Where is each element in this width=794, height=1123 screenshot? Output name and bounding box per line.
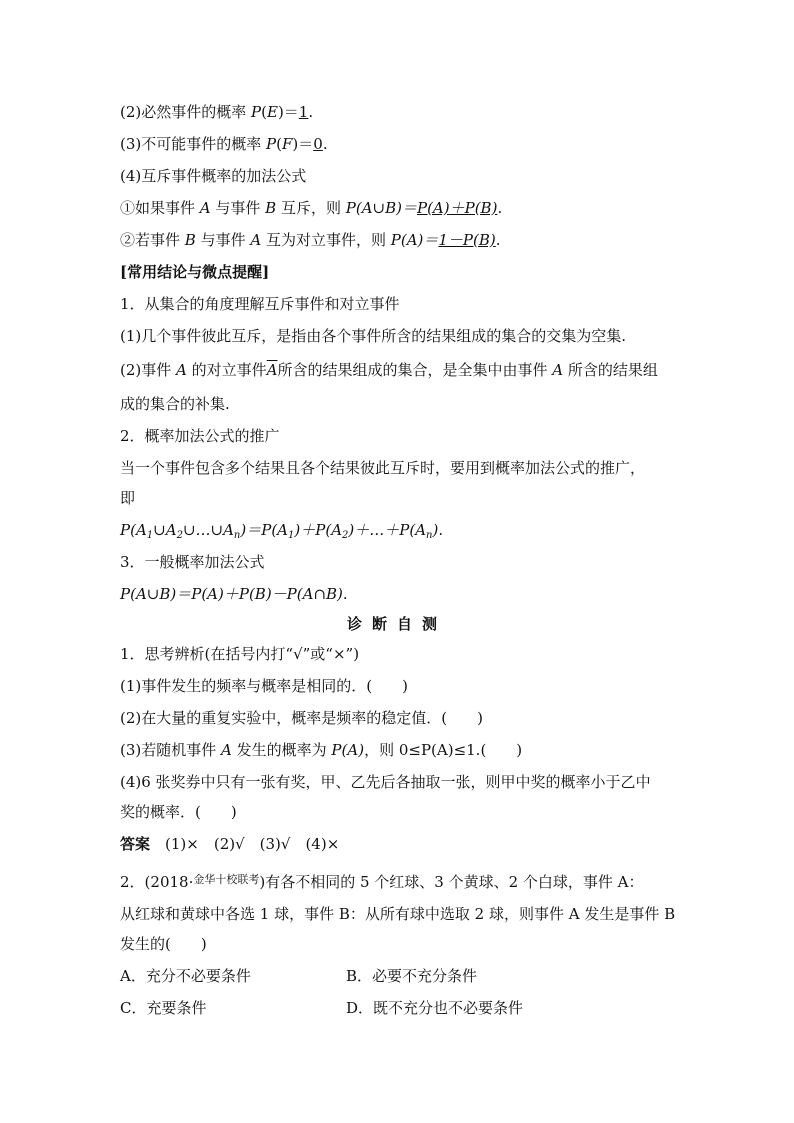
text: 所含的结果组 xyxy=(563,361,658,379)
text: ①如果事件 xyxy=(120,199,200,217)
text: )＋…＋P(A xyxy=(348,521,427,539)
question-1-item-4: (4)6 张奖券中只有一张有奖，甲、乙先后各抽取一张，则甲中奖的概率小于乙中 xyxy=(120,773,651,791)
subscript: n xyxy=(426,530,433,541)
text: (2)必然事件的概率 xyxy=(120,103,252,121)
line-tip-2-text: 当一个事件包含多个结果且各个结果彼此互斥时，要用到概率加法公式的推广， xyxy=(120,459,646,477)
text: ∪…∪A xyxy=(182,521,234,539)
line-tip-2: 2．概率加法公式的推广 xyxy=(120,427,280,445)
answer-underlined: P(A)＋P(B) xyxy=(416,199,498,217)
question-1-item-4-cont: 奖的概率．( ) xyxy=(120,803,237,821)
answer-underlined: 0 xyxy=(313,135,323,153)
subscript: 2 xyxy=(176,530,183,541)
option-d: D．既不充分也不必要条件 xyxy=(346,999,524,1017)
var: A xyxy=(176,361,187,379)
line-tip-3: 3．一般概率加法公式 xyxy=(120,553,265,571)
formula: P(A)＝ xyxy=(390,231,439,249)
text: 所含的结果组成的集合，是全集中由事件 xyxy=(277,361,553,379)
text: 与事件 xyxy=(210,199,266,217)
var: F xyxy=(281,135,293,153)
line-certain-event xyxy=(120,102,313,122)
line-tip-2-cont: 即 xyxy=(120,489,136,507)
var: A xyxy=(250,231,262,249)
text: . xyxy=(495,231,501,249)
answer-underlined: 1－P(B) xyxy=(438,231,496,249)
option-c: C．充要条件 xyxy=(120,999,207,1017)
question-1-item-3 xyxy=(120,740,522,760)
formula: P(A) xyxy=(331,741,365,759)
line-tip-1-1: (1)几个事件彼此互斥，是指由各个事件所含的结果组成的集合的交集为空集. xyxy=(120,327,627,345)
text: ( xyxy=(276,135,282,153)
question-2-line-1 xyxy=(120,870,644,892)
text: 互斥，则 xyxy=(276,199,346,217)
question-1-item-2: (2)在大量的重复实验中，概率是频率的稳定值．( ) xyxy=(120,709,483,727)
line-addition-formula-title: (4)互斥事件概率的加法公式 xyxy=(120,167,307,185)
text: 发生的概率为 xyxy=(231,741,332,759)
text: P(A xyxy=(120,521,147,539)
question-2-line-2: 从红球和黄球中各选 1 球，事件 B：从所有球中选取 2 球，则事件 A 发生是事件 B xyxy=(120,905,676,923)
var: P xyxy=(251,103,262,121)
var: A xyxy=(199,199,211,217)
text: )有各不相同的 5 个红球、3 个黄球、2 个白球，事件 A： xyxy=(259,873,644,891)
var: A xyxy=(552,361,564,379)
subscript: n xyxy=(233,530,241,541)
line-complementary xyxy=(120,230,501,250)
text: )＝ xyxy=(292,135,314,153)
subscript: 1 xyxy=(288,530,295,541)
var: E xyxy=(266,103,278,121)
text: . xyxy=(322,135,328,153)
text: (3)不可能事件的概率 xyxy=(120,135,267,153)
text: )＋P(A xyxy=(294,521,343,539)
line-mutually-exclusive xyxy=(120,198,502,218)
option-a: A．充分不必要条件 xyxy=(120,967,251,985)
text: ∪A xyxy=(153,521,177,539)
text: . xyxy=(497,199,503,217)
line-impossible-event xyxy=(120,134,328,154)
var: B xyxy=(265,199,277,217)
answer-underlined: 1 xyxy=(298,103,309,121)
question-1-item-1: (1)事件发生的频率与概率是相同的．( ) xyxy=(120,677,408,695)
text: 的对立事件 xyxy=(186,361,267,379)
text: (3)若随机事件 xyxy=(120,741,222,759)
option-b: B．必要不充分条件 xyxy=(346,967,478,985)
var: B xyxy=(184,231,196,249)
text: ②若事件 xyxy=(120,231,185,249)
line-tip-1-2-cont: 成的集合的补集. xyxy=(120,395,230,413)
line-tip-1: 1．从集合的角度理解互斥事件和对立事件 xyxy=(120,295,400,313)
complement-var: $\overline{A}$ xyxy=(266,361,278,379)
text: 2．(2018· xyxy=(120,873,194,891)
text: 互为对立事件，则 xyxy=(261,231,391,249)
answer-label: 答案 xyxy=(120,835,151,853)
text: ，则 0≤P(A)≤1.( ) xyxy=(364,741,523,759)
var: A xyxy=(221,741,232,759)
var: P xyxy=(266,135,277,153)
text: )＝ xyxy=(277,103,299,121)
formula-generalized-addition xyxy=(120,520,443,546)
section-self-test-heading: 诊断自测 xyxy=(346,615,447,633)
formula: P(A∪B)＝ xyxy=(345,199,417,217)
answer-line xyxy=(120,834,339,854)
text: (2)事件 xyxy=(120,361,177,379)
section-tips-heading: [常用结论与微点提醒] xyxy=(120,263,270,281)
formula-general-addition: P(A∪B)＝P(A)＋P(B)－P(A∩B). xyxy=(120,585,348,603)
line-tip-1-2 xyxy=(120,360,658,380)
subscript: 1 xyxy=(146,530,154,541)
text: ). xyxy=(432,521,444,539)
answer-text: (1)× (2)√ (3)√ (4)× xyxy=(165,835,340,853)
text: )＝P(A xyxy=(240,521,289,539)
question-2-line-3: 发生的( ) xyxy=(120,935,207,953)
text: 与事件 xyxy=(195,231,251,249)
text: . xyxy=(308,103,314,121)
question-1-title: 1．思考辨析(在括号内打“√”或“×”) xyxy=(120,645,360,663)
text: ( xyxy=(261,103,267,121)
subscript: 2 xyxy=(342,530,349,541)
source-tag: 金华十校联考 xyxy=(193,873,260,886)
